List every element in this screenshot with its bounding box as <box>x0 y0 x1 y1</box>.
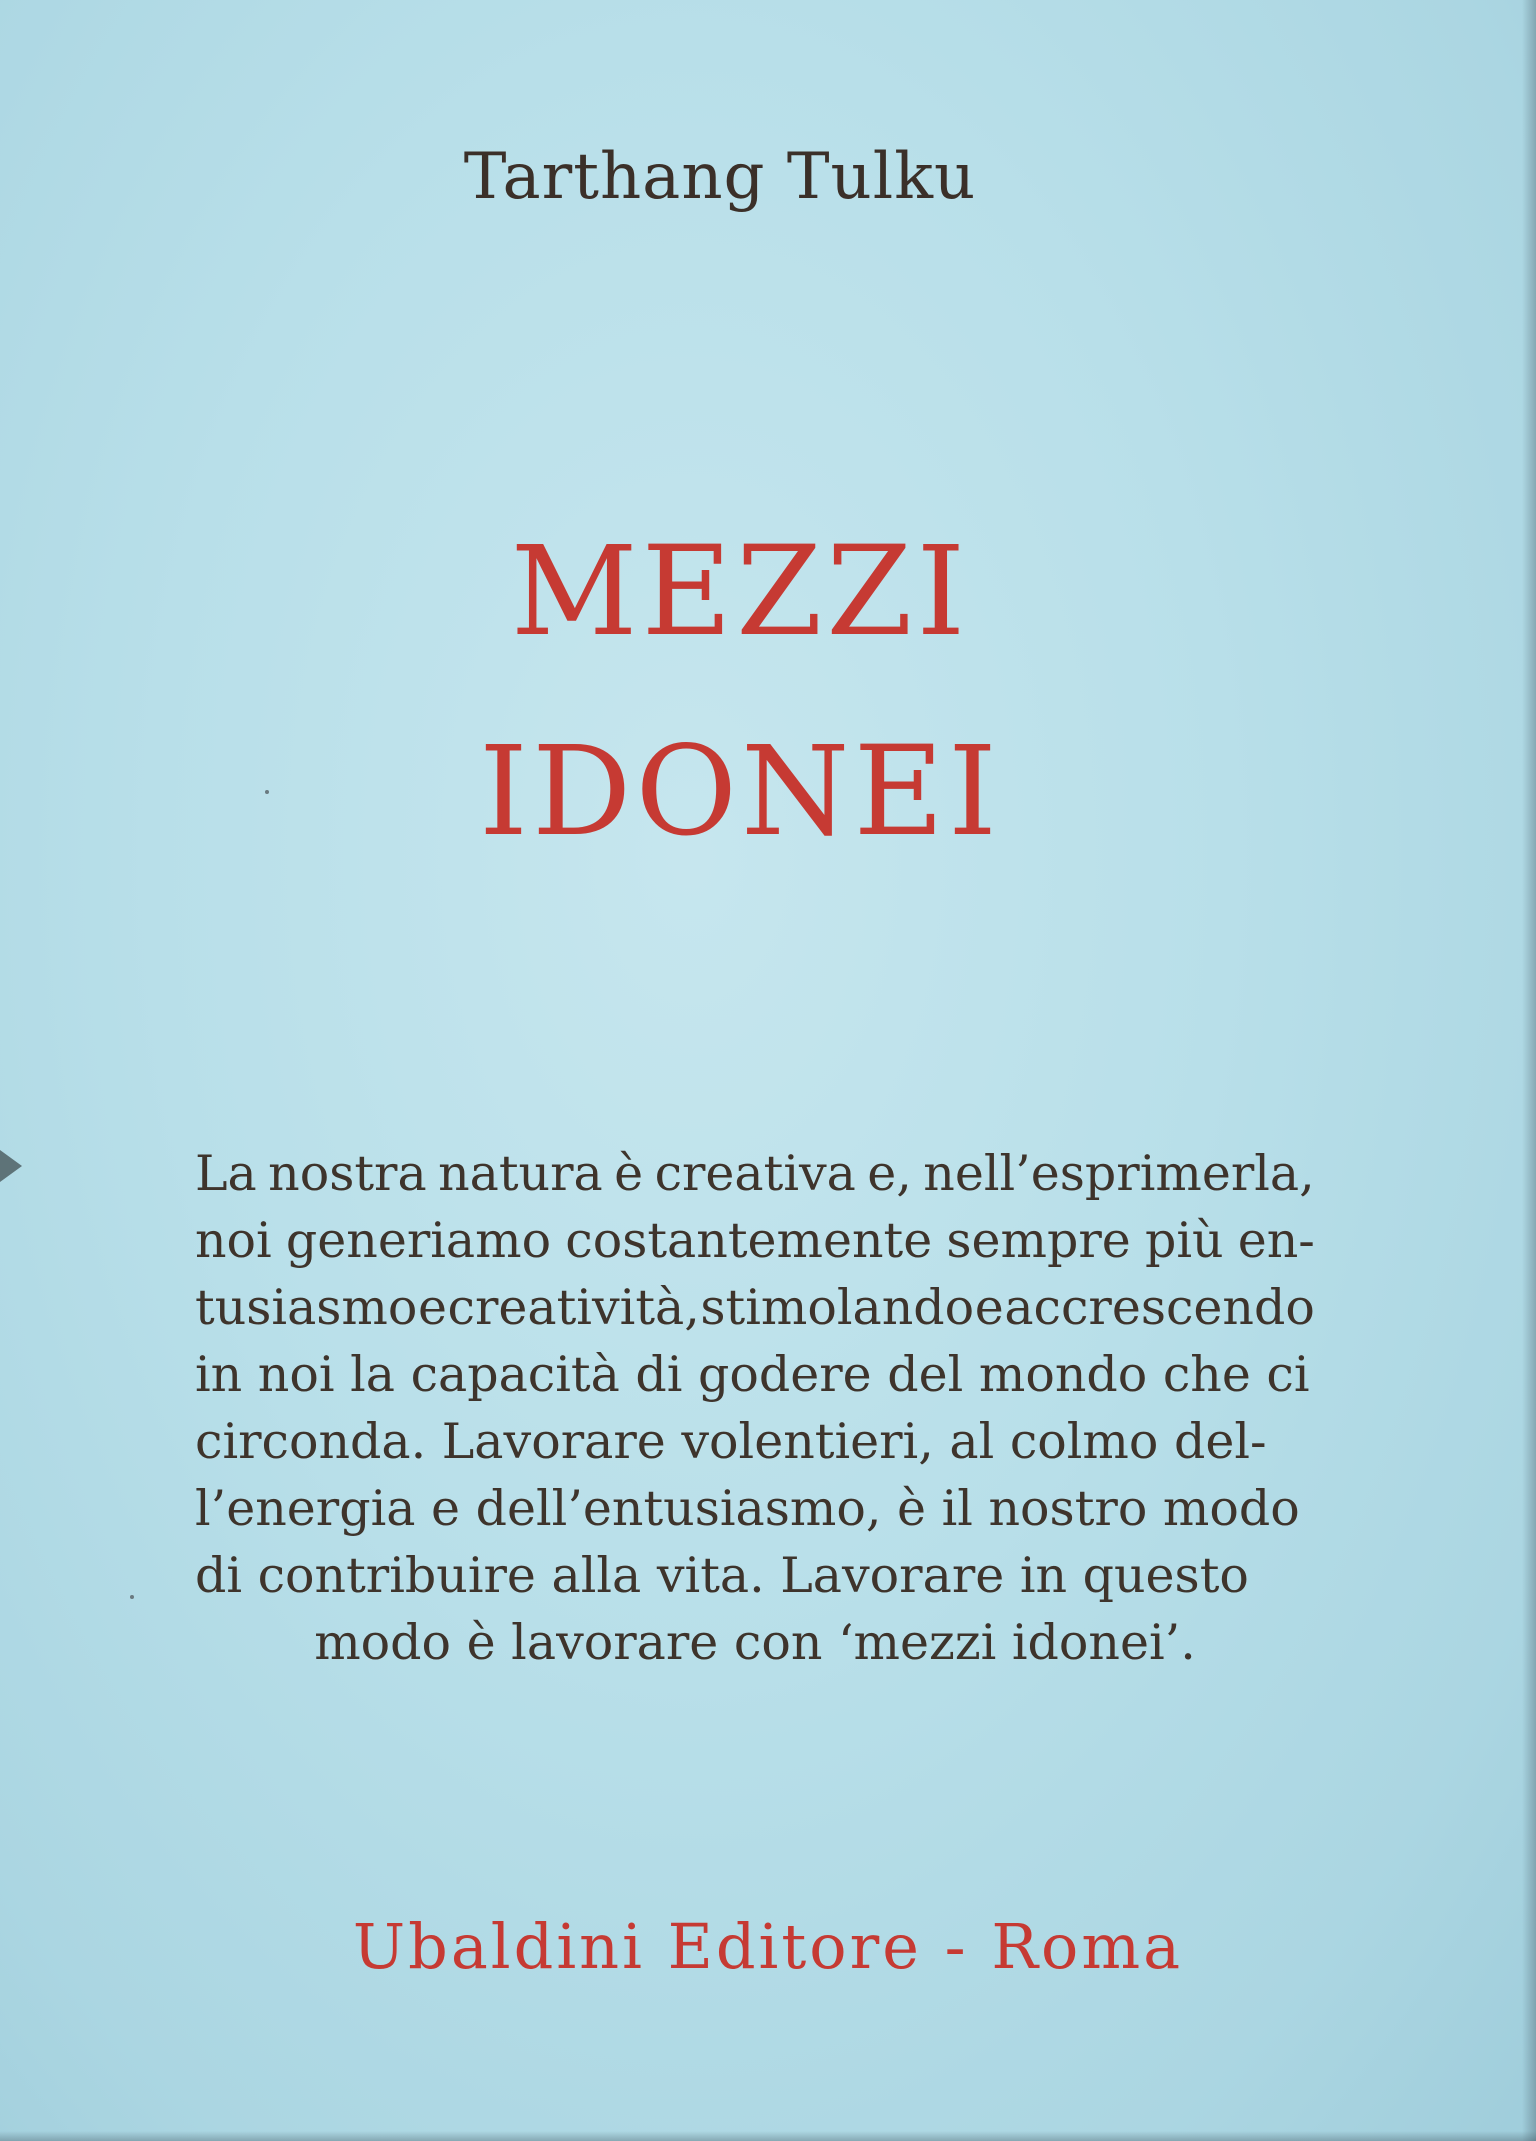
blurb-line: modo è lavorare con ‘mezzi idonei’. <box>314 1614 1196 1671</box>
publisher-imprint: Ubaldini Editore - Roma <box>352 1910 1184 1983</box>
author-name: Tarthang Tulku <box>463 140 977 214</box>
blurb-line: circonda. Lavorare volentieri, al colmo del- <box>195 1413 1267 1470</box>
title-line-1: MEZZI <box>510 520 970 664</box>
back-blurb <box>195 1140 1315 1676</box>
blurb-line: in noi la capacità di godere del mondo che ci <box>195 1346 1310 1403</box>
cover-edge-tear <box>0 1150 22 1182</box>
blurb-line: noi generiamo costantemente sempre più en- <box>195 1212 1315 1269</box>
title-line-2: IDONEI <box>478 720 1002 864</box>
blurb-line: di contribuire alla vita. Lavorare in questo <box>195 1547 1249 1604</box>
cover-edge-shadow <box>1522 0 1536 2141</box>
blurb-line: l’energia e dell’entusiasmo, è il nostro modo <box>195 1480 1300 1537</box>
blurb-line: tusiasmo e creatività, stimolando e accrescendo <box>195 1279 1315 1336</box>
blurb-line: La nostra natura è creativa e, nell’esprimerla, <box>195 1145 1315 1202</box>
paper-speck <box>130 1595 134 1599</box>
cover-bottom-shadow <box>0 2131 1536 2141</box>
